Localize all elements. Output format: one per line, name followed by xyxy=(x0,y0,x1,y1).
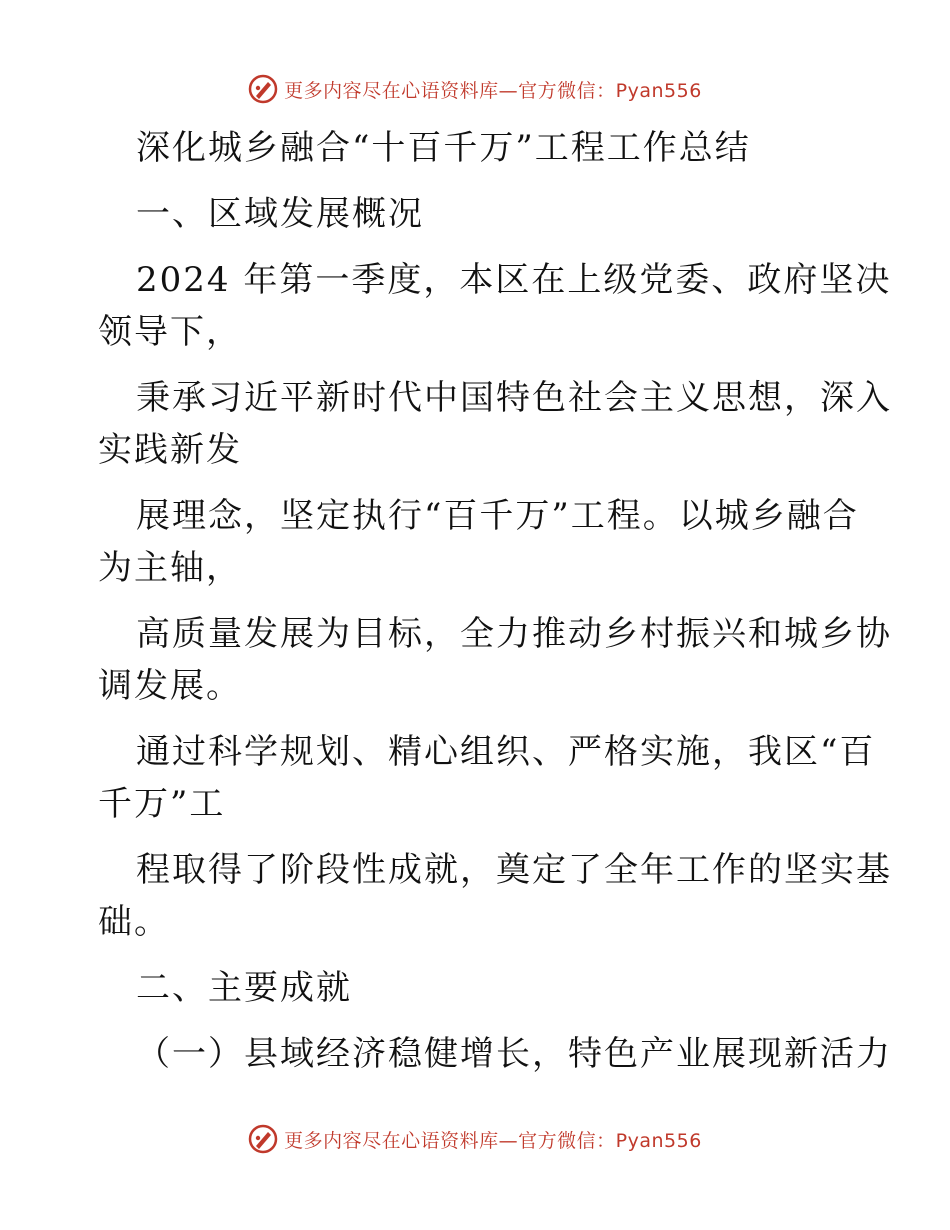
pen-logo-icon xyxy=(248,1124,278,1154)
paragraph-line: 实践新发 xyxy=(98,430,242,470)
document-title: 深化城乡融合“十百千万”工程工作总结 xyxy=(136,128,751,168)
paragraph-line: 为主轴， xyxy=(98,548,242,588)
subsection-heading: （一）县域经济稳健增长，特色产业展现新活力 xyxy=(136,1034,892,1074)
section-heading-1: 一、区域发展概况 xyxy=(136,194,424,234)
paragraph-line: 千万”工 xyxy=(98,784,226,824)
paragraph xyxy=(98,844,892,948)
paragraph-line: 调发展。 xyxy=(98,666,242,706)
paragraph-line: 通过科学规划、精心组织、严格实施，我区“百 xyxy=(136,732,876,772)
watermark-header xyxy=(0,74,950,104)
document-body xyxy=(98,122,892,1080)
paragraph-line: 程取得了阶段性成就，奠定了全年工作的坚实基 xyxy=(136,850,892,890)
watermark-footer xyxy=(0,1124,950,1154)
paragraph xyxy=(98,490,858,594)
paragraph-line: 秉承习近平新时代中国特色社会主义思想，深入 xyxy=(136,378,892,418)
paragraph-line: 础。 xyxy=(98,902,170,942)
paragraph xyxy=(98,726,876,830)
paragraph-line: 展理念，坚定执行“百千万”工程。以城乡融合 xyxy=(136,496,859,536)
paragraph-line: 2024 年第一季度，本区在上级党委、政府坚决 xyxy=(136,260,892,300)
paragraph xyxy=(98,254,892,358)
section-heading-2: 二、主要成就 xyxy=(136,968,352,1008)
watermark-text: 更多内容尽在心语资料库—官方微信：Pyan556 xyxy=(284,1129,702,1152)
watermark-text: 更多内容尽在心语资料库—官方微信：Pyan556 xyxy=(284,79,702,102)
paragraph xyxy=(98,608,892,712)
pen-logo-icon xyxy=(248,74,278,104)
paragraph xyxy=(98,372,892,476)
paragraph-line: 高质量发展为目标，全力推动乡村振兴和城乡协 xyxy=(136,614,892,654)
paragraph-line: 领导下， xyxy=(98,312,242,352)
